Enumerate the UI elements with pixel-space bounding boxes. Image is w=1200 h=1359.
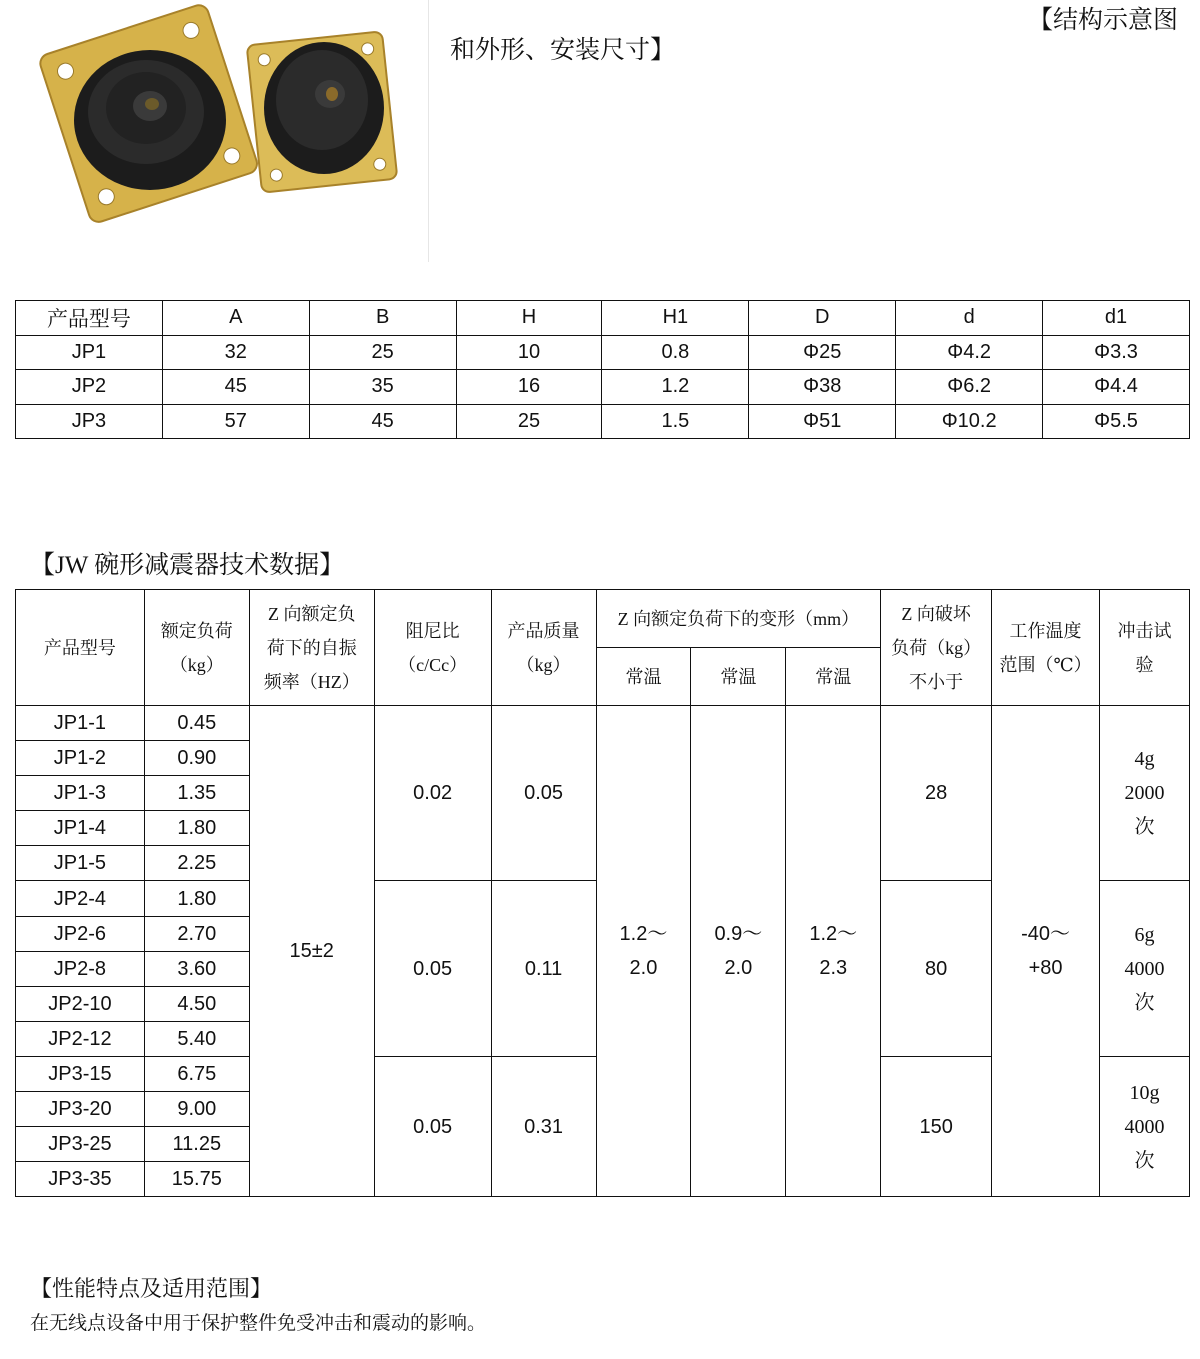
rated-load-cell: 4.50 [144,986,249,1021]
table-cell: Φ6.2 [896,370,1043,405]
table-cell: 0.8 [602,335,749,370]
rated-load-cell: 1.80 [144,881,249,916]
table-row [16,370,1190,405]
column-header: A [162,301,309,336]
table-cell: Φ10.2 [896,404,1043,439]
deformation-cell: 0.9～ 2.0 [691,706,786,1197]
shock-test-cell: 10g 4000 次 [1100,1056,1190,1196]
damping-cell: 0.05 [374,881,491,1056]
table-cell: 16 [456,370,602,405]
model-cell: JP2-6 [16,916,145,951]
model-cell: JP2-4 [16,881,145,916]
rated-load-cell: 2.70 [144,916,249,951]
mass-cell: 0.31 [491,1056,596,1196]
th-shock-test: 冲击试 验 [1100,590,1190,706]
model-cell: JP1-1 [16,706,145,741]
model-cell: JP1-4 [16,811,145,846]
table-cell: Φ38 [749,370,896,405]
work-temperature-cell: -40～ +80 [992,706,1100,1197]
rated-load-cell: 9.00 [144,1092,249,1127]
table-cell: Φ5.5 [1043,404,1190,439]
deformation-cell: 1.2～ 2.0 [596,706,691,1197]
break-load-cell: 150 [881,1056,992,1196]
photo-divider [428,0,429,262]
table-cell: JP2 [16,370,163,405]
column-header: B [309,301,456,336]
shock-test-cell: 4g 2000 次 [1100,706,1190,881]
tech-data-table [15,589,1190,1197]
table-cell: 10 [456,335,602,370]
natural-frequency-cell: 15±2 [249,706,374,1197]
table-cell: 1.2 [602,370,749,405]
th-work-temperature: 工作温度 范围（℃） [992,590,1100,706]
table-row [16,335,1190,370]
model-cell: JP3-25 [16,1127,145,1162]
column-header: d [896,301,1043,336]
column-header: 产品型号 [16,301,163,336]
table-header-row [16,301,1190,336]
column-header: D [749,301,896,336]
rated-load-cell: 6.75 [144,1056,249,1091]
model-cell: JP1-2 [16,741,145,776]
table-cell: Φ4.4 [1043,370,1190,405]
th-break-load: Z 向破坏 负荷（kg） 不小于 [881,590,992,706]
structure-title-cont: 和外形、安装尺寸】 [450,37,676,64]
th-damping: 阻尼比 （c/Cc） [374,590,491,706]
column-header: d1 [1043,301,1190,336]
rated-load-cell: 11.25 [144,1127,249,1162]
damping-cell: 0.05 [374,1056,491,1196]
dimensions-table [15,300,1190,439]
shock-test-cell: 6g 4000 次 [1100,881,1190,1056]
model-cell: JP2-12 [16,1021,145,1056]
rated-load-cell: 1.35 [144,776,249,811]
table-row [16,706,1190,741]
product-photo [0,0,430,262]
damping-cell: 0.02 [374,706,491,881]
break-load-cell: 80 [881,881,992,1056]
column-header: H1 [602,301,749,336]
deformation-cell: 1.2～ 2.3 [786,706,881,1197]
tech-data-title: 【JW 碗形减震器技术数据】 [30,552,345,579]
model-cell: JP2-10 [16,986,145,1021]
table-cell: 35 [309,370,456,405]
model-cell: JP1-3 [16,776,145,811]
table-cell: Φ51 [749,404,896,439]
model-cell: JP3-15 [16,1056,145,1091]
th-rated-load: 额定负荷 （kg） [144,590,249,706]
table-cell: Φ4.2 [896,335,1043,370]
table-cell: JP1 [16,335,163,370]
rated-load-cell: 3.60 [144,951,249,986]
model-cell: JP2-8 [16,951,145,986]
column-header: H [456,301,602,336]
mass-cell: 0.05 [491,706,596,881]
table-cell: 25 [309,335,456,370]
rated-load-cell: 0.45 [144,706,249,741]
th-deform-normal-temp-3: 常温 [786,648,881,706]
break-load-cell: 28 [881,706,992,881]
rated-load-cell: 15.75 [144,1162,249,1197]
rated-load-cell: 0.90 [144,741,249,776]
structure-title: 【结构示意图 [1027,7,1178,34]
performance-title: 【性能特点及适用范围】 [30,1276,273,1301]
th-model: 产品型号 [16,590,145,706]
table-cell: 45 [162,370,309,405]
rated-load-cell: 2.25 [144,846,249,881]
th-deform-normal-temp-1: 常温 [596,648,691,706]
mass-cell: 0.11 [491,881,596,1056]
model-cell: JP3-20 [16,1092,145,1127]
rated-load-cell: 1.80 [144,811,249,846]
table-cell: Φ3.3 [1043,335,1190,370]
th-deform-normal-temp-2: 常温 [691,648,786,706]
model-cell: JP3-35 [16,1162,145,1197]
table-cell: 45 [309,404,456,439]
table-cell: JP3 [16,404,163,439]
model-cell: JP1-5 [16,846,145,881]
table-cell: 32 [162,335,309,370]
th-deformation-group: Z 向额定负荷下的变形（mm） [596,590,881,648]
table-cell: Φ25 [749,335,896,370]
table-cell: 25 [456,404,602,439]
rated-load-cell: 5.40 [144,1021,249,1056]
table-row [16,404,1190,439]
table-cell: 1.5 [602,404,749,439]
th-mass: 产品质量 （kg） [491,590,596,706]
table-cell: 57 [162,404,309,439]
th-natural-frequency: Z 向额定负 荷下的自振 频率（HZ） [249,590,374,706]
performance-text: 在无线点设备中用于保护整件免受冲击和震动的影响。 [30,1313,487,1334]
